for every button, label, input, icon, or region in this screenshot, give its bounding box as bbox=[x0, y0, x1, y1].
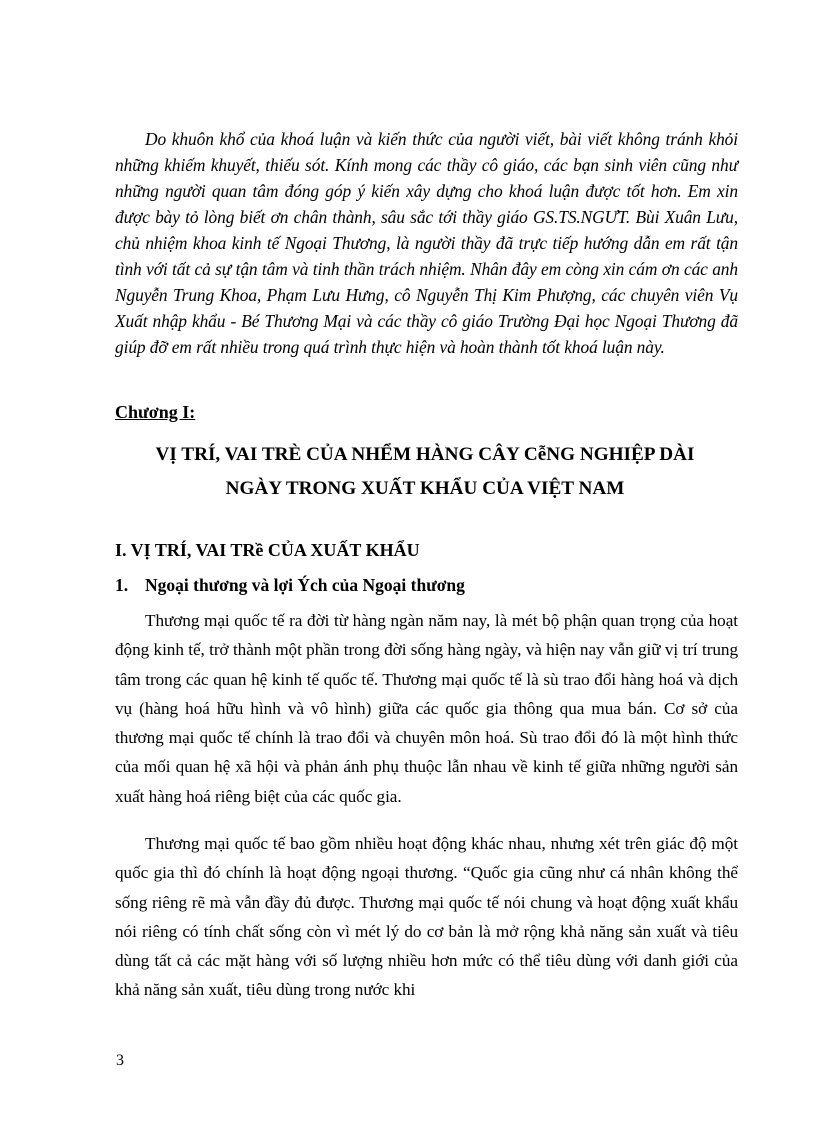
body-paragraph-2: Thương mại quốc tế bao gồm nhiều hoạt động khác nhau, nhưng xét trên giác độ một quốc gia thì đó chính là hoạt động ngoại thương. “Quốc gia cũng như cá nhân không thể sống riêng rẽ mà vẫn đầy đủ được. Thương mại quốc tế nói chung và hoạt động xuất khẩu nói riêng có tính chất sống còn vì mét lý do cơ bản là mở rộng khả năng sản xuất và tiêu dùng tất cả các mặt hàng với số lượng nhiều hơn mức có thể tiêu dùng với danh giới của khả năng sản xuất, tiêu dùng trong nước khi bbox=[115, 834, 738, 1000]
chapter-title-line-1: VỊ TRÍ, VAI TRÈ CỦA NHỂM HÀNG CÂY CễNG NGHIỆP DÀI bbox=[155, 444, 695, 465]
body-paragraph-1: Thương mại quốc tế ra đời từ hàng ngàn năm nay, là mét bộ phận quan trọng của hoạt động kinh tế, trở thành một phần trong đời sống hàng ngày, và hiện nay vẫn giữ vị trí trung tâm trong các quan hệ kinh tế quốc tế. Thương mại quốc tế là sù trao đổi hàng hoá và dịch vụ (hàng hoá hữu hình và vô hình) giữa các quốc gia thông qua mua bán. Cơ sở của thương mại quốc tế chính là trao đổi và chuyên môn hoá. Sù trao đổi đó là một hình thức của mối quan hệ xã hội và phản ánh phụ thuộc lẫn nhau về kinh tế giữa những người sản xuất hàng hoá riêng biệt của các quốc gia. bbox=[115, 611, 738, 806]
subsection-heading bbox=[115, 575, 465, 596]
chapter-title-line-2: NGÀY TRONG XUẤT KHẨU CỦA VIỆT NAM bbox=[225, 478, 625, 499]
chapter-label: Chương I: bbox=[115, 402, 196, 422]
intro-paragraph: Do khuôn khổ của khoá luận và kiến thức của người viết, bài viết không tránh khỏi những khiếm khuyết, thiếu sót. Kính mong các thầy cô giáo, các bạn sinh viên cũng như những người quan tâm đóng góp ý kiến xây dựng cho khoá luận được tốt hơn. Em xin được bày tỏ lòng biết ơn chân thành, sâu sắc tới thầy giáo GS.TS.NGƯT. Bùi Xuân Lưu, chủ nhiệm khoa kinh tế Ngoại Thương, là người thầy đã trực tiếp hướng dẫn em rất tận tình với tất cả sự tận tâm và tinh thần trách nhiệm. Nhân đây em còng xin cám ơn các anh Nguyễn Trung Khoa, Phạm Lưu Hưng, cô Nguyễn Thị Kim Phượng, các chuyên viên Vụ Xuất nhập khẩu - Bé Thương Mại và các thầy cô giáo Trường Đại học Ngoại Thương đã giúp đỡ em rất nhiều trong quá trình thực hiện và hoàn thành tốt khoá luận này. bbox=[115, 129, 738, 357]
section-heading: I. VỊ TRÍ, VAI TRề CỦA XUẤT KHẨU bbox=[115, 540, 420, 560]
subsection-title: Ngoại thương và lợi Ých của Ngoại thương bbox=[145, 575, 465, 595]
subsection-number: 1. bbox=[115, 575, 129, 595]
page-number: 3 bbox=[116, 1052, 124, 1069]
chapter-title bbox=[95, 438, 755, 506]
